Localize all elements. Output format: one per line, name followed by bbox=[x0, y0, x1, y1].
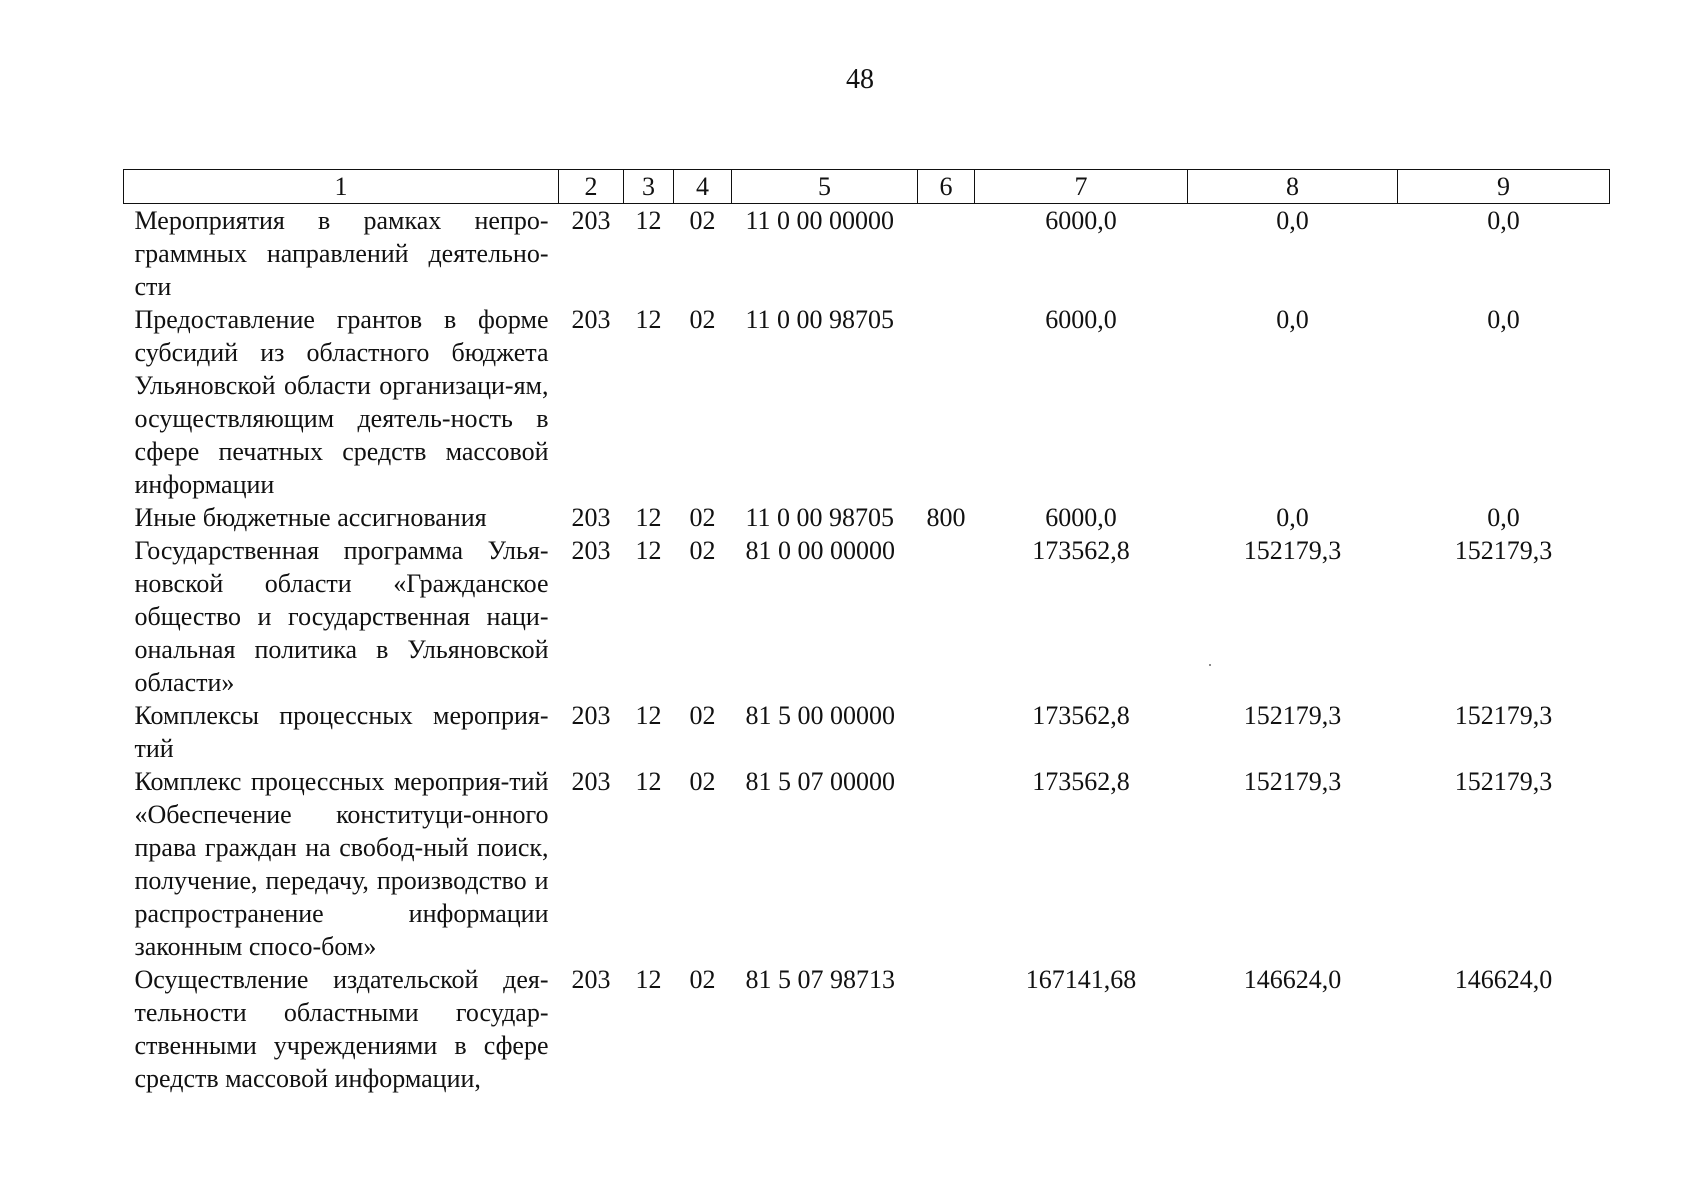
ministry-code: 203 bbox=[571, 701, 611, 730]
section-code: 12 bbox=[635, 536, 662, 565]
subsection-code: 02 bbox=[689, 206, 716, 235]
section-code: 12 bbox=[635, 965, 662, 994]
row-name: Предоставление грантов в форме субсидий из областного бюджета Ульяновской области организаци-ям, осуществляющим деятель-ность в сфере печатных средств массовой информации bbox=[134, 305, 549, 499]
header-col-3: 3 bbox=[624, 170, 674, 204]
expense-type-code bbox=[918, 204, 975, 304]
ministry-code: 203 bbox=[571, 965, 611, 994]
subsection-code: 02 bbox=[689, 965, 716, 994]
header-col-9: 9 bbox=[1398, 170, 1610, 204]
header-col-4: 4 bbox=[674, 170, 732, 204]
ministry-code: 203 bbox=[571, 767, 611, 796]
expense-type-code: 800 bbox=[926, 503, 966, 532]
amount-col-9: 152179,3 bbox=[1454, 536, 1553, 565]
expense-type-code bbox=[918, 303, 975, 501]
header-row bbox=[124, 170, 1610, 204]
amount-col-8: 0,0 bbox=[1276, 503, 1309, 532]
page-number: 48 bbox=[846, 64, 874, 95]
subsection-code: 02 bbox=[689, 305, 716, 334]
row-name: Осуществление издательской дея-тельности областными государ-ственными учреждениями в сфере средств массовой информации, bbox=[134, 965, 549, 1093]
section-code: 12 bbox=[635, 701, 662, 730]
subsection-code: 02 bbox=[689, 503, 716, 532]
header-col-2: 2 bbox=[559, 170, 624, 204]
target-code: 11 0 00 00000 bbox=[745, 206, 895, 235]
subsection-code: 02 bbox=[689, 767, 716, 796]
target-code: 81 5 07 98713 bbox=[745, 965, 895, 994]
amount-col-8: 0,0 bbox=[1276, 206, 1309, 235]
header-col-8: 8 bbox=[1188, 170, 1398, 204]
budget-table bbox=[123, 169, 1610, 1095]
ministry-code: 203 bbox=[571, 536, 611, 565]
header-col-7: 7 bbox=[975, 170, 1188, 204]
amount-col-7: 6000,0 bbox=[1045, 503, 1117, 532]
header-col-5: 5 bbox=[732, 170, 918, 204]
row-name: Иные бюджетные ассигнования bbox=[134, 503, 487, 532]
section-code: 12 bbox=[635, 767, 662, 796]
amount-col-9: 146624,0 bbox=[1454, 965, 1553, 994]
header-col-1: 1 bbox=[124, 170, 559, 204]
amount-col-7: 6000,0 bbox=[1045, 305, 1117, 334]
row-name: Комплекс процессных мероприя-тий «Обеспечение конституци-онного права граждан на свобод-ный поиск, получение, передачу, производство и распространение информации законным спосо-бом» bbox=[134, 767, 549, 961]
ministry-code: 203 bbox=[571, 206, 611, 235]
header-col-6: 6 bbox=[918, 170, 975, 204]
table-row bbox=[124, 303, 1610, 501]
amount-col-9: 0,0 bbox=[1487, 305, 1520, 334]
subsection-code: 02 bbox=[689, 536, 716, 565]
expense-type-code bbox=[918, 963, 975, 1095]
table-header bbox=[124, 170, 1610, 204]
amount-col-9: 0,0 bbox=[1487, 503, 1520, 532]
amount-col-8: 152179,3 bbox=[1243, 701, 1342, 730]
target-code: 81 5 00 00000 bbox=[745, 701, 895, 730]
target-code: 81 5 07 00000 bbox=[745, 767, 895, 796]
expense-type-code bbox=[918, 699, 975, 765]
scan-speck bbox=[1209, 664, 1211, 666]
section-code: 12 bbox=[635, 305, 662, 334]
table-row bbox=[124, 534, 1610, 699]
table-row bbox=[124, 699, 1610, 765]
amount-col-7: 173562,8 bbox=[1032, 536, 1130, 565]
target-code: 11 0 00 98705 bbox=[745, 305, 895, 334]
amount-col-9: 152179,3 bbox=[1454, 701, 1553, 730]
row-name: Комплексы процессных мероприя-тий bbox=[134, 701, 549, 763]
amount-col-8: 152179,3 bbox=[1243, 536, 1342, 565]
amount-col-7: 173562,8 bbox=[1032, 701, 1130, 730]
ministry-code: 203 bbox=[571, 305, 611, 334]
amount-col-7: 6000,0 bbox=[1045, 206, 1117, 235]
amount-col-7: 167141,68 bbox=[1025, 965, 1137, 994]
amount-col-8: 152179,3 bbox=[1243, 767, 1342, 796]
row-name: Государственная программа Улья-новской области «Гражданское общество и государственная наци-ональная политика в Ульяновской области» bbox=[134, 536, 549, 697]
expense-type-code bbox=[918, 765, 975, 963]
section-code: 12 bbox=[635, 503, 662, 532]
section-code: 12 bbox=[635, 206, 662, 235]
target-code: 11 0 00 98705 bbox=[745, 503, 895, 532]
target-code: 81 0 00 00000 bbox=[745, 536, 895, 565]
table-row bbox=[124, 765, 1610, 963]
amount-col-9: 152179,3 bbox=[1454, 767, 1553, 796]
amount-col-8: 146624,0 bbox=[1243, 965, 1342, 994]
table-row bbox=[124, 501, 1610, 534]
amount-col-8: 0,0 bbox=[1276, 305, 1309, 334]
subsection-code: 02 bbox=[689, 701, 716, 730]
amount-col-7: 173562,8 bbox=[1032, 767, 1130, 796]
table-row bbox=[124, 204, 1610, 304]
ministry-code: 203 bbox=[571, 503, 611, 532]
table-row bbox=[124, 963, 1610, 1095]
expense-type-code bbox=[918, 534, 975, 699]
row-name: Мероприятия в рамках непро-граммных направлений деятельно-сти bbox=[134, 206, 549, 301]
table-body bbox=[124, 204, 1610, 1096]
amount-col-9: 0,0 bbox=[1487, 206, 1520, 235]
